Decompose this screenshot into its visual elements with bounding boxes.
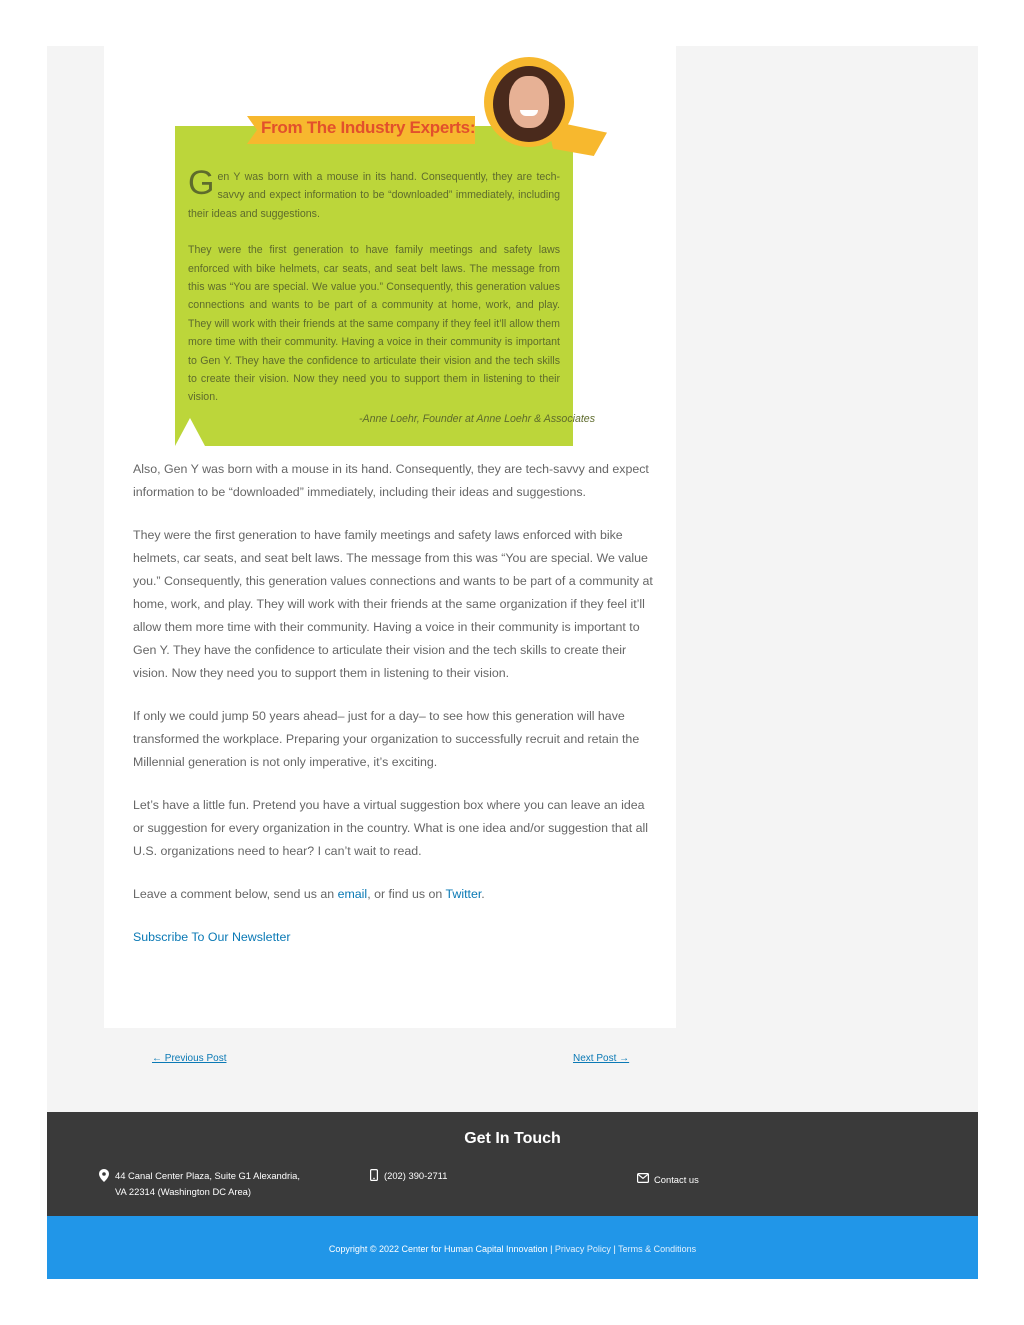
- article-paragraph-4: Let’s have a little fun. Pretend you have a virtual suggestion box where you can leave an idea or suggestion for every organization in the country. What is one idea and/or suggestion that all U.S. organizations need to hear? I can’t wait to read.: [133, 798, 648, 858]
- subscribe-link[interactable]: Subscribe To Our Newsletter: [133, 930, 291, 944]
- article-paragraph-3: If only we could jump 50 years ahead– just for a day– to see how this generation will have transformed the workplace. Preparing your organization to successfully recruit and retain the Millennial generation is not only imperative, it’s exciting.: [133, 709, 640, 769]
- footer-address: [99, 1168, 300, 1200]
- article-paragraph-2: They were the first generation to have family meetings and safety laws enforced with bike helmets, car seats, and seat belt laws. The message from this was “You are special. We value you.” Consequently, this generation values connections and wants to be part of a community at home, work, and play. They will work with their friends at the same organization if they feel it’ll allow them more time with their community. Having a voice in their community is important to Gen Y. They have the confidence to articulate their vision and the tech skills to create their vision. Now they need you to support them in listening to their vision.: [133, 528, 653, 680]
- previous-post-link[interactable]: ← Previous Post: [152, 1053, 227, 1064]
- expert-quote-graphic: [175, 60, 607, 446]
- subscribe-paragraph: [133, 926, 653, 949]
- next-post-link[interactable]: Next Post →: [573, 1053, 630, 1064]
- footer-copyright-bar: [47, 1216, 978, 1279]
- footer-phone[interactable]: [370, 1168, 447, 1184]
- twitter-link[interactable]: Twitter: [445, 887, 482, 901]
- article-body: [133, 458, 653, 969]
- terms-conditions-link[interactable]: Terms & Conditions: [618, 1244, 697, 1254]
- article-paragraph-5: Leave a comment below, send us an email, or find us on Twitter.: [133, 887, 485, 901]
- envelope-icon: [637, 1173, 649, 1183]
- ribbon-title: From The Industry Experts:: [261, 118, 476, 137]
- contact-us-label: Contact us: [654, 1174, 699, 1185]
- footer-contact-link[interactable]: [637, 1172, 699, 1188]
- quote-text: [188, 164, 560, 425]
- address-line-1: 44 Canal Center Plaza, Suite G1 Alexandria,: [115, 1170, 301, 1181]
- email-link[interactable]: email: [337, 887, 368, 901]
- privacy-policy-link[interactable]: Privacy Policy: [554, 1244, 611, 1254]
- map-marker-icon: [99, 1169, 109, 1182]
- quote-paragraph-2: They were the first generation to have family meetings and safety laws enforced with bike helmets, car seats, and seat belt laws. The message from this was “You are special. We value you.” Consequently, this generation values connections and wants to be part of a community at home, work, and play. They will work with their friends at the same company if they feel it’ll allow them more time with their community. Having a voice in their community is important to Gen Y. They have the confidence to articulate their vision and the tech skills to create their vision. Now they need you to support them in listening to their vision.: [188, 244, 560, 404]
- quote-paragraph-1: Gen Y was born with a mouse in its hand. Consequently, they are tech-savvy and expect information to be “downloaded” immediately, including their ideas and suggestions.: [188, 164, 560, 220]
- footer-contact: [47, 1112, 978, 1216]
- quote-attribution: -Anne Loehr, Founder at Anne Loehr & Associates: [359, 413, 595, 425]
- article-paragraph-1: Also, Gen Y was born with a mouse in its hand. Consequently, they are tech-savvy and expect information to be “downloaded” immediately, including their ideas and suggestions.: [133, 462, 649, 499]
- address-line-2: VA 22314 (Washington DC Area): [115, 1186, 252, 1197]
- copyright-text: Copyright © 2022 Center for Human Capital Innovation | Privacy Policy | Terms & Conditions: [328, 1244, 697, 1254]
- footer-title: Get In Touch: [464, 1130, 561, 1147]
- phone-number: (202) 390-2711: [384, 1170, 448, 1181]
- mobile-phone-icon: [370, 1169, 378, 1181]
- expert-avatar: [487, 60, 571, 144]
- dropcap: G: [188, 164, 215, 202]
